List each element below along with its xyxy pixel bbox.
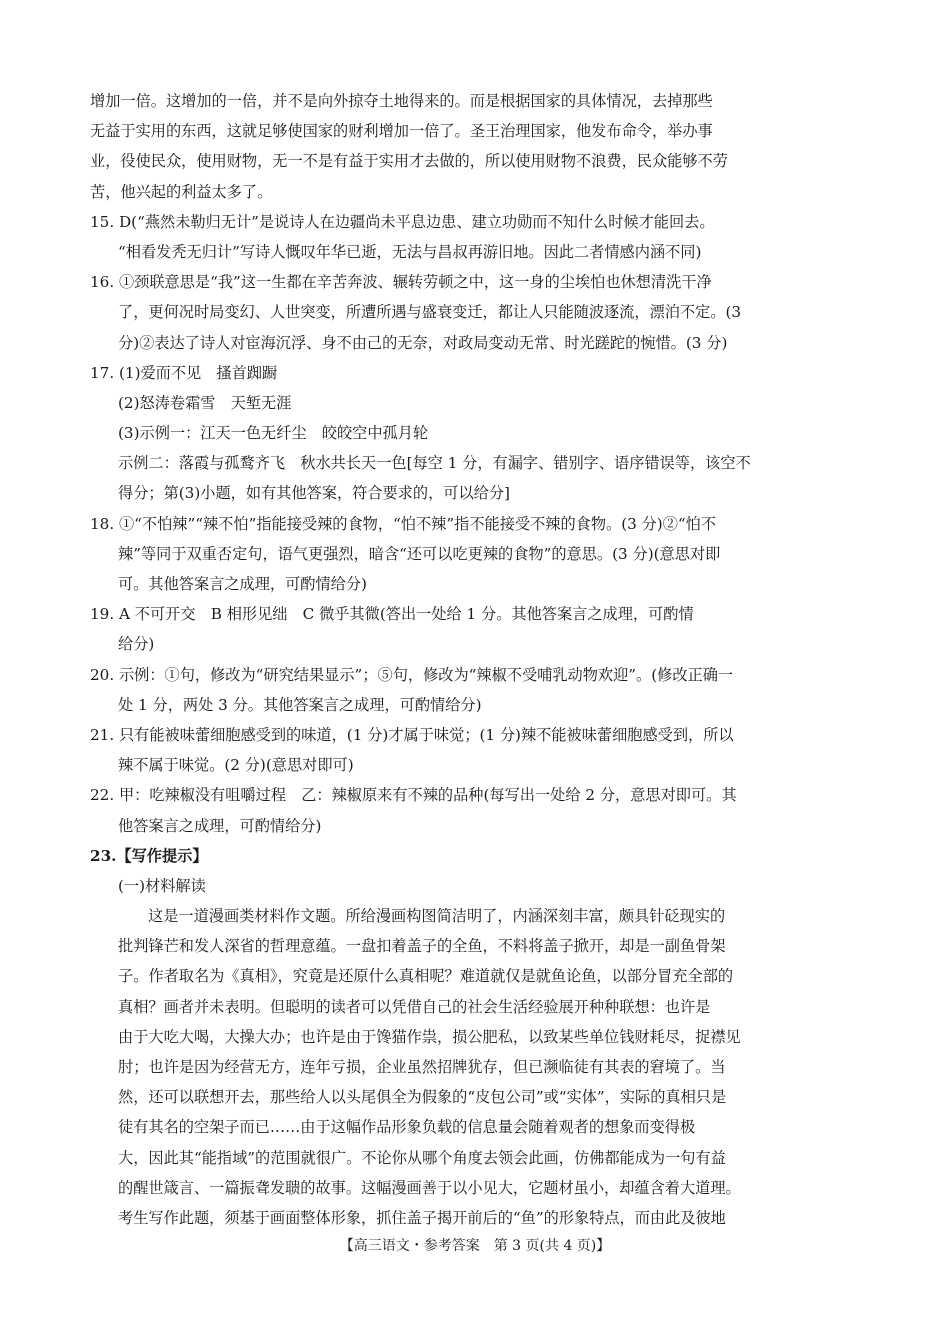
text-line: 徒有其名的空架子而已……由于这幅作品形象负载的信息量会随着观者的想象而变得极 [118, 1118, 696, 1137]
answer-15: 15. D(“燕然未勒归无计”是说诗人在边疆尚未平息边患、建立功勋而不知什么时候才能回去。 [90, 212, 715, 231]
text-line: 真相？画者并未表明。但聪明的读者可以凭借自己的社会生活经验展开种种联想：也许是 [118, 997, 711, 1016]
text-line: 处 1 分，两处 3 分。其他答案言之成理，可酌情给分) [118, 695, 482, 714]
text-line: 苦，他兴起的利益太多了。 [90, 182, 273, 201]
text-line: 得分；第(3)小题，如有其他答案，符合要求的，可以给分] [118, 484, 510, 503]
answer-20: 20. 示例：①句，修改为“研究结果显示”；⑤句，修改为“辣椒不受哺乳动物欢迎”。(修改正确一 [90, 665, 734, 684]
answer-16: 16. ①颈联意思是“我”这一生都在辛苦奔波、辗转劳顿之中，这一身的尘埃怕也休想清洗干净 [90, 273, 712, 292]
answer-17: 17. (1)爱而不见 搔首踟蹰 [90, 363, 278, 382]
text-line: 大，因此其“能指域”的范围就很广。不论你从哪个角度去领会此画，仿佛都能成为一句有益 [118, 1148, 726, 1167]
text-line: (3)示例一：江天一色无纤尘 皎皎空中孤月轮 [118, 424, 429, 443]
section-heading: (一)材料解读 [118, 876, 206, 895]
text-line: (2)怒涛卷霜雪 天堑无涯 [118, 393, 292, 412]
text-line: 他答案言之成理，可酌情给分) [118, 816, 322, 835]
text-line: 给分) [118, 635, 155, 654]
text-line: 然，还可以联想开去，那些给人以头尾俱全为假象的“皮包公司”或“实体”，实际的真相只是 [118, 1088, 727, 1107]
answer-18: 18. ①“不怕辣”“辣不怕”指能接受辣的食物，“怕不辣”指不能接受不辣的食物。(3 分)②“怕不 [90, 514, 717, 533]
text-line: 辣”等同于双重否定句，语气更强烈，暗含“还可以吃更辣的食物”的意思。(3 分)(意思对即 [118, 544, 721, 563]
text-line: “相看发秃无归计”写诗人慨叹年华已逝，无法与昌叔再游旧地。因此二者情感内涵不同) [118, 242, 702, 261]
text-line: 这是一道漫画类材料作文题。所给漫画构图简洁明了，内涵深刻丰富，颇具针砭现实的 [148, 907, 726, 926]
text-line: 的醒世箴言、一篇振聋发聩的故事。这幅漫画善于以小见大，它题材虽小，却蕴含着大道理。 [118, 1178, 741, 1197]
text-line: 子。作者取名为《真相》，究竟是还原什么真相呢？难道就仅是就鱼论鱼，以部分冒充全部的 [118, 967, 734, 986]
text-line: 分)②表达了诗人对宦海沉浮、身不由己的无奈，对政局变动无常、时光蹉跎的惋惜。(3 分) [118, 333, 728, 352]
text-line: 了，更何况时局变幻、人世突变，所遭所遇与盛衰变迁，都让人只能随波逐流，漂泊不定。(3 [118, 303, 742, 322]
answer-23-heading: 23.【写作提示】 [90, 846, 208, 865]
text-line: 业，役使民众，使用财物，无一不是有益于实用才去做的，所以使用财物不浪费，民众能够不劳 [90, 152, 728, 171]
text-line: 示例二：落霞与孤鹜齐飞 秋水共长天一色[每空 1 分，有漏字、错别字、语序错误等，该空不 [118, 454, 751, 473]
answer-19: 19. A 不可开交 B 相形见绌 C 微乎其微(答出一处给 1 分。其他答案言之成理，可酌情 [90, 605, 694, 624]
text-line: 由于大吃大喝，大操大办；也许是由于馋猫作祟，损公肥私，以致某些单位钱财耗尽，捉襟见 [118, 1027, 741, 1046]
text-line: 肘；也许是因为经营无方，连年亏损，企业虽然招牌犹存，但已濒临徒有其表的窘境了。当 [118, 1058, 726, 1076]
answer-21: 21. 只有能被味蕾细胞感受到的味道，(1 分)才属于味觉；(1 分)辣不能被味蕾细胞感受到，所以 [90, 725, 734, 744]
text-line: 无益于实用的东西，这就足够使国家的财利增加一倍了。圣王治理国家，他发布命令，举办事 [90, 122, 713, 141]
answer-22: 22. 甲：吃辣椒没有咀嚼过程 乙：辣椒原来有不辣的品种(每写出一处给 2 分，意思对即可。其 [90, 786, 737, 805]
text-line: 辣不属于味觉。(2 分)(意思对即可) [118, 756, 354, 775]
text-line: 批判锋芒和发人深省的哲理意蕴。一盘扣着盖子的全鱼，不料将盖子掀开，却是一副鱼骨架 [118, 937, 726, 956]
text-line: 可。其他答案言之成理，可酌情给分) [118, 575, 367, 593]
answer-text-block [90, 86, 862, 1233]
text-line: 增加一倍。这增加的一倍，并不是向外掠夺土地得来的。而是根据国家的具体情况，去掉那些 [90, 92, 713, 110]
text-line: 考生写作此题，须基于画面整体形象，抓住盖子揭开前后的“鱼”的形象特点，而由此及彼地 [118, 1208, 726, 1227]
page-footer: 【高三语文・参考答案 第 3 页(共 4 页)】 [339, 1238, 611, 1254]
